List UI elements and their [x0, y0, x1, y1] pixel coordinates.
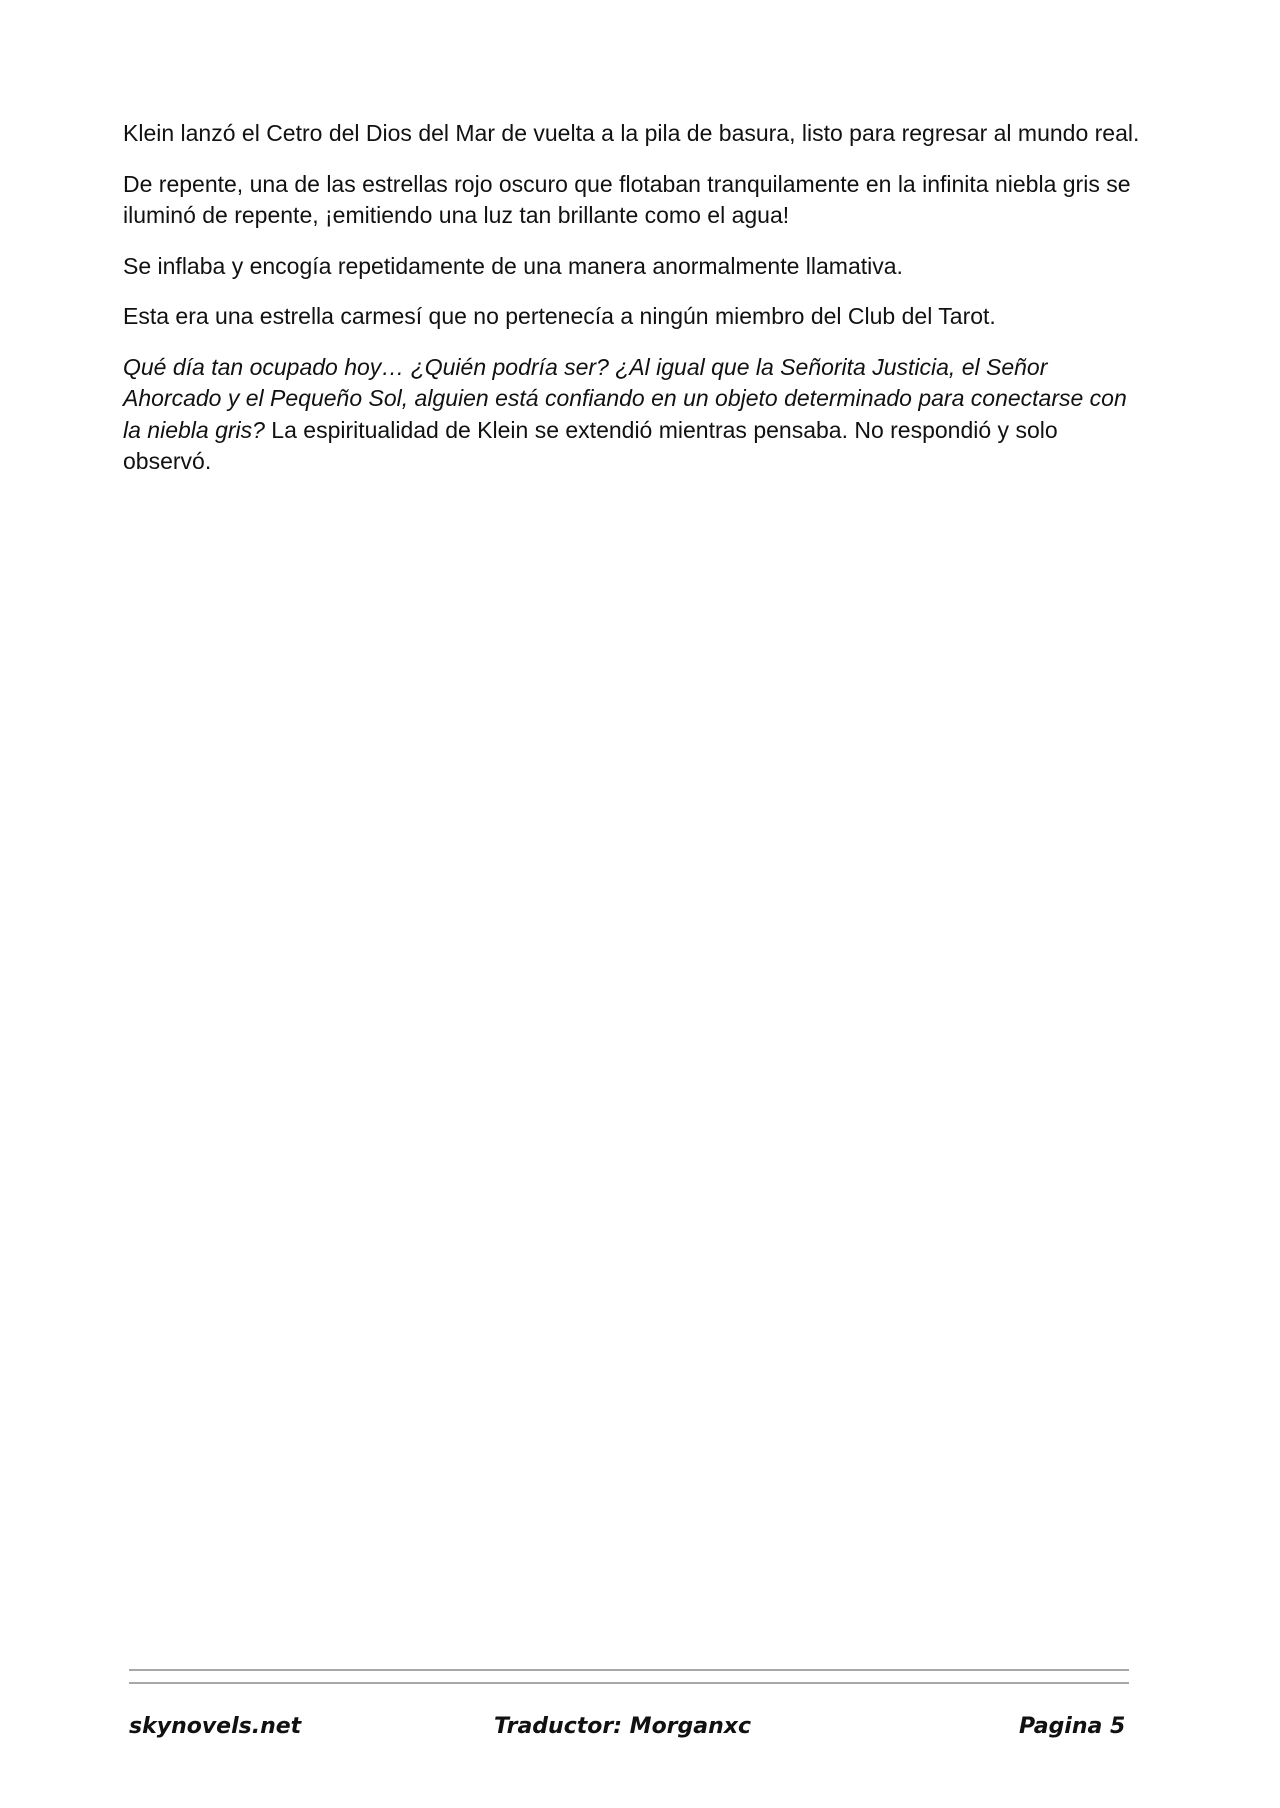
document-body [123, 118, 1143, 497]
footer-site: skynovels.net [129, 1714, 302, 1739]
paragraph-2 [123, 169, 1143, 232]
paragraph-5-text: La espiritualidad de Klein se extendió mientras pensaba. No respondió y solo observó. [123, 416, 1058, 474]
paragraph-4 [123, 301, 1143, 333]
footer-rule-bottom [129, 1682, 1129, 1684]
footer-rule-top [129, 1669, 1129, 1671]
paragraph-5 [123, 352, 1143, 478]
paragraph-1 [123, 118, 1143, 150]
footer-translator: Traductor: Morganxc [494, 1714, 752, 1739]
paragraph-3 [123, 251, 1143, 283]
paragraph-2-text: De repente, una de las estrellas rojo oscuro que flotaban tranquilamente en la infinita niebla gris se iluminó de repente, ¡emitiendo una luz tan brillante como el agua! [123, 170, 1131, 228]
paragraph-1-text: Klein lanzó el Cetro del Dios del Mar de vuelta a la pila de basura, listo para regresar al mundo real. [123, 120, 1140, 146]
paragraph-5-thought: Qué día tan ocupado hoy… ¿Quién podría ser? ¿Al igual que la Señorita Justicia, el Señor Ahorcado y el Pequeño Sol, alguien está confiando en un objeto determinado para conectarse con la niebla gris? [123, 353, 1127, 443]
paragraph-3-text: Se inflaba y encogía repetidamente de una manera anormalmente llamativa. [123, 252, 903, 279]
paragraph-4-text: Esta era una estrella carmesí que no pertenecía a ningún miembro del Club del Tarot. [123, 303, 996, 329]
footer-page-number: Pagina 5 [1019, 1714, 1126, 1739]
